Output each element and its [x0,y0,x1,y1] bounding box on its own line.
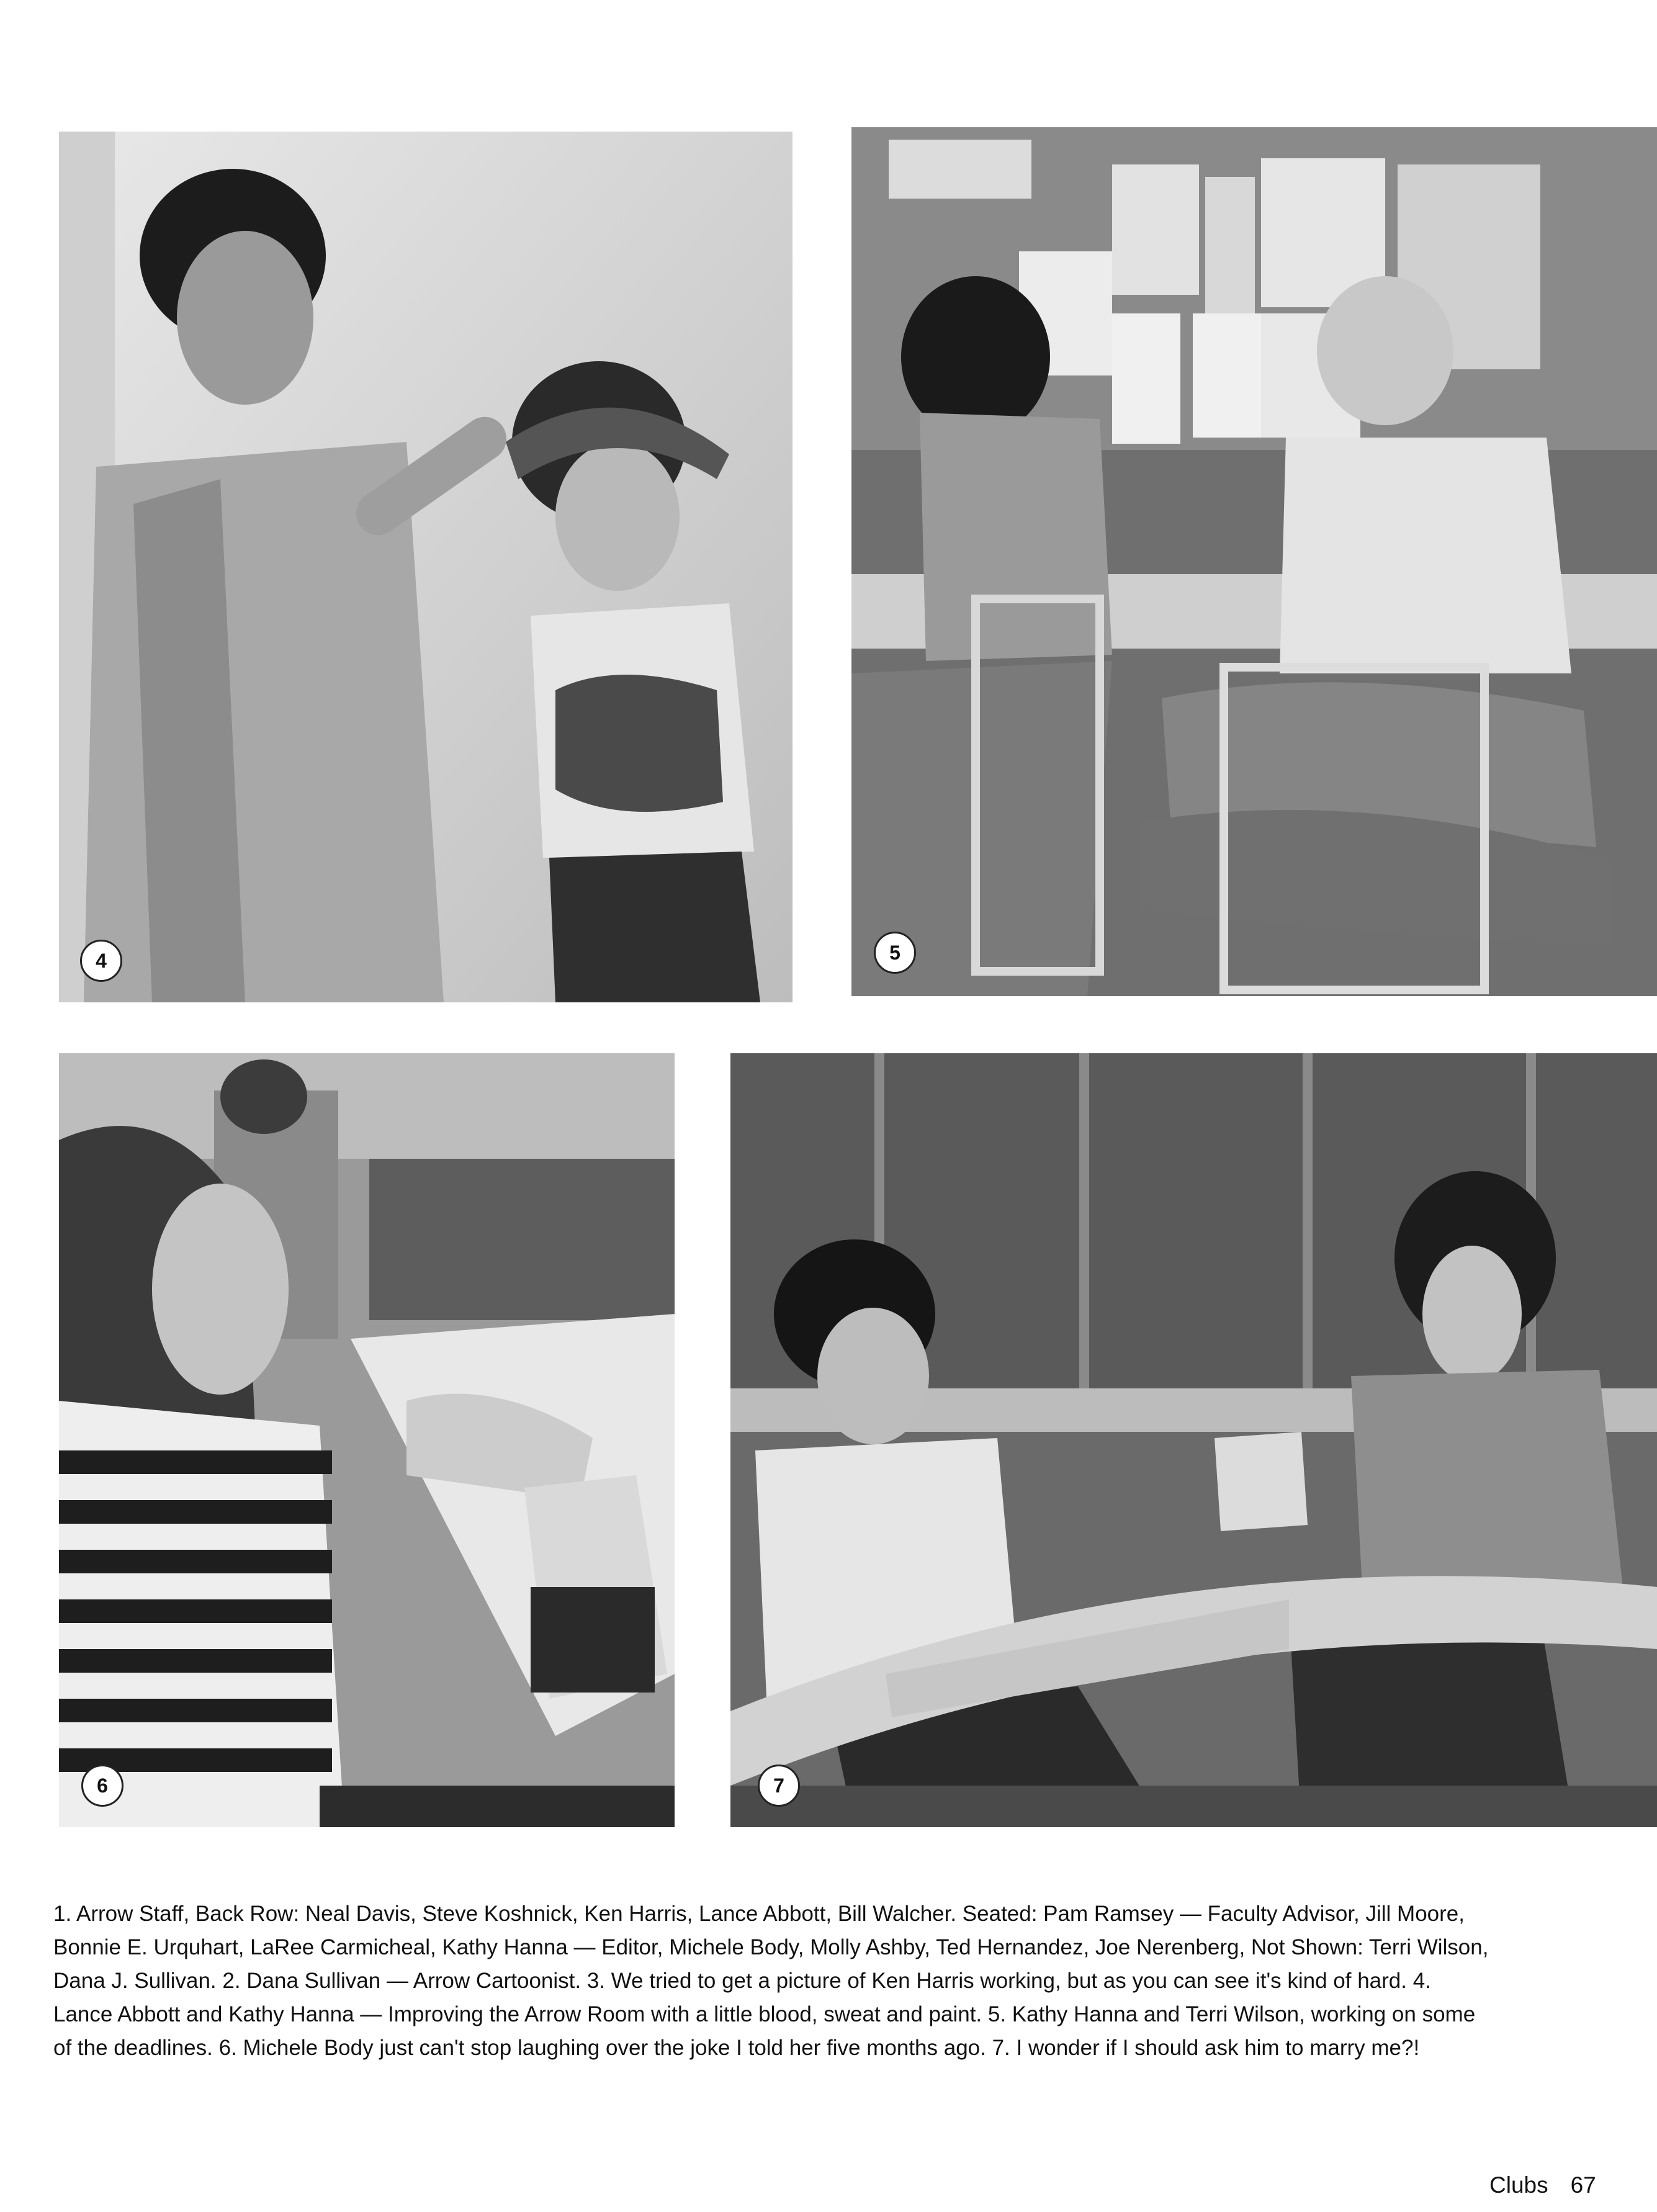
page-footer [1489,2172,1596,2198]
photo-4-number-badge: 4 [80,940,122,982]
photo-7-image [730,1053,1657,1827]
photo-7-number-badge: 7 [758,1765,800,1807]
photo-6-number-badge: 6 [81,1765,123,1807]
photo-5 [851,127,1657,996]
page-number: 67 [1570,2172,1596,2198]
photo-4 [59,132,793,1002]
photo-6 [59,1053,675,1827]
photo-7 [730,1053,1657,1827]
photo-4-image [59,132,793,1002]
photo-6-image [59,1053,675,1827]
photo-5-number-badge: 5 [874,932,916,974]
photo-caption: 1. Arrow Staff, Back Row: Neal Davis, Steve Koshnick, Ken Harris, Lance Abbott, Bill Walcher. Seated: Pam Ramsey — Faculty Advisor, Jill Moore, Bonnie E. Urquhart, LaRee Carmicheal, Kathy Hanna — Editor, Michele Body, Molly Ashby, Ted Hernandez, Joe Nerenberg, Not Shown: Terri Wilson, Dana J. Sullivan. 2. Dana Sullivan — Arrow Cartoonist. 3. We tried to get a picture of Ken Harris working, but as you can see it's kind of hard. 4. Lance Abbott and Kathy Hanna — Improving the Arrow Room with a little blood, sweat and paint. 5. Kathy Hanna and Terri Wilson, working on some of the deadlines. 6. Michele Body just can't stop laughing over the joke I told her five months ago. 7. I wonder if I should ask him to marry me?! [53,1902,1489,2060]
section-name: Clubs [1489,2172,1548,2198]
photo-5-image [851,127,1657,996]
